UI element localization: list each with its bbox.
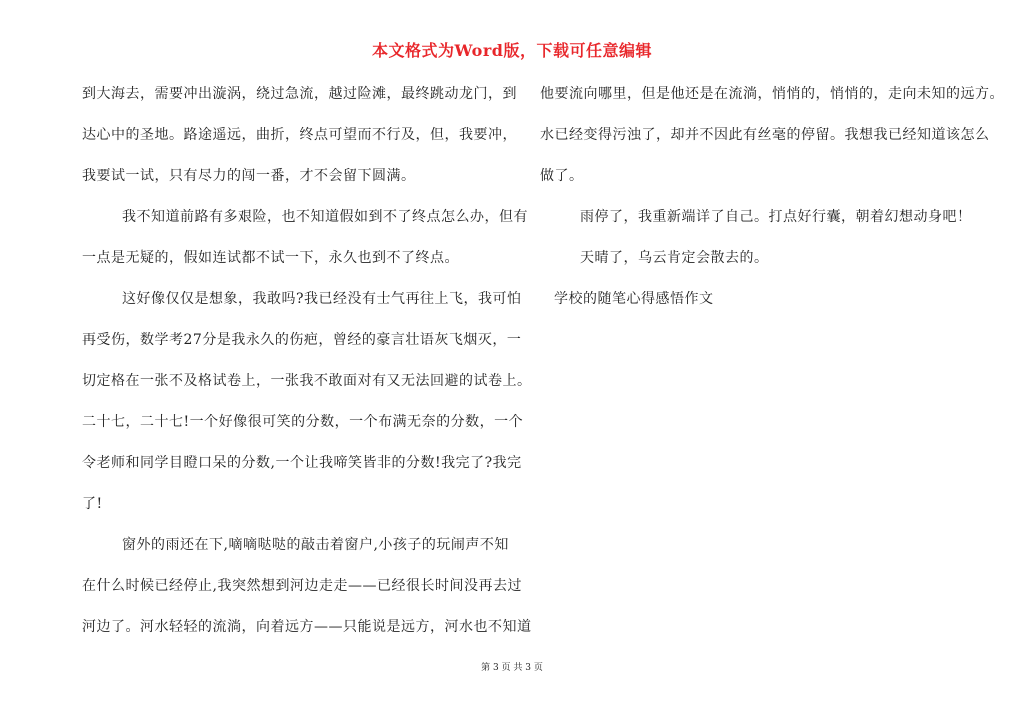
text-line: 在什么时候已经停止,我突然想到河边走走——已经很长时间没再去过 [82,578,522,594]
paragraph-start-line: 雨停了，我重新端详了自己。打点好行囊，朝着幻想动身吧！ [580,209,972,225]
text-line: 做了。 [540,168,584,184]
text-line: 水已经变得污浊了，却并不因此有丝毫的停留。我想我已经知道该怎么 [540,127,990,143]
text-line: 了! [82,496,103,512]
text-line: 切定格在一张不及格试卷上，一张我不敢面对有又无法回避的试卷上。 [82,373,532,389]
text-line: 我要试一试，只有尽力的闯一番，才不会留下圆满。 [82,168,416,184]
text-line: 达心中的圣地。路途遥远，曲折，终点可望而不行及，但，我要冲， [82,127,517,143]
article-title-line: 学校的随笔心得感悟作文 [554,291,714,307]
text-line: 一点是无疑的，假如连试都不试一下，永久也到不了终点。 [82,250,459,266]
left-text-column [82,80,532,654]
page-number: 第 3 页 共 3 页 [481,663,543,673]
document-banner: 本文格式为Word版，下载可任意编辑 [372,41,652,60]
right-text-column [540,80,1004,326]
text-line: 河边了。河水轻轻的流淌，向着远方——只能说是远方，河水也不知道 [82,619,532,635]
paragraph-start-line: 这好像仅仅是想象，我敢吗?我已经没有士气再往上飞，我可怕 [122,291,522,307]
text-line: 二十七，二十七!一个好像很可笑的分数，一个布满无奈的分数，一个 [82,414,524,430]
paragraph-start-line: 我不知道前路有多艰险，也不知道假如到不了终点怎么办，但有 [122,209,528,225]
paragraph-start-line: 天晴了，乌云肯定会散去的。 [580,250,769,266]
text-line: 到大海去，需要冲出漩涡，绕过急流，越过险滩，最终跳动龙门，到 [82,86,517,102]
text-line: 令老师和同学目瞪口呆的分数,一个让我啼笑皆非的分数!我完了?我完 [82,455,522,471]
paragraph-start-line: 窗外的雨还在下,嘀嘀哒哒的敲击着窗户,小孩子的玩闹声不知 [122,537,509,553]
text-line: 他要流向哪里，但是他还是在流淌，悄悄的，悄悄的，走向未知的远方。 [540,86,1004,102]
text-line: 再受伤，数学考27分是我永久的伤疤，曾经的豪言壮语灰飞烟灭，一 [82,332,522,348]
